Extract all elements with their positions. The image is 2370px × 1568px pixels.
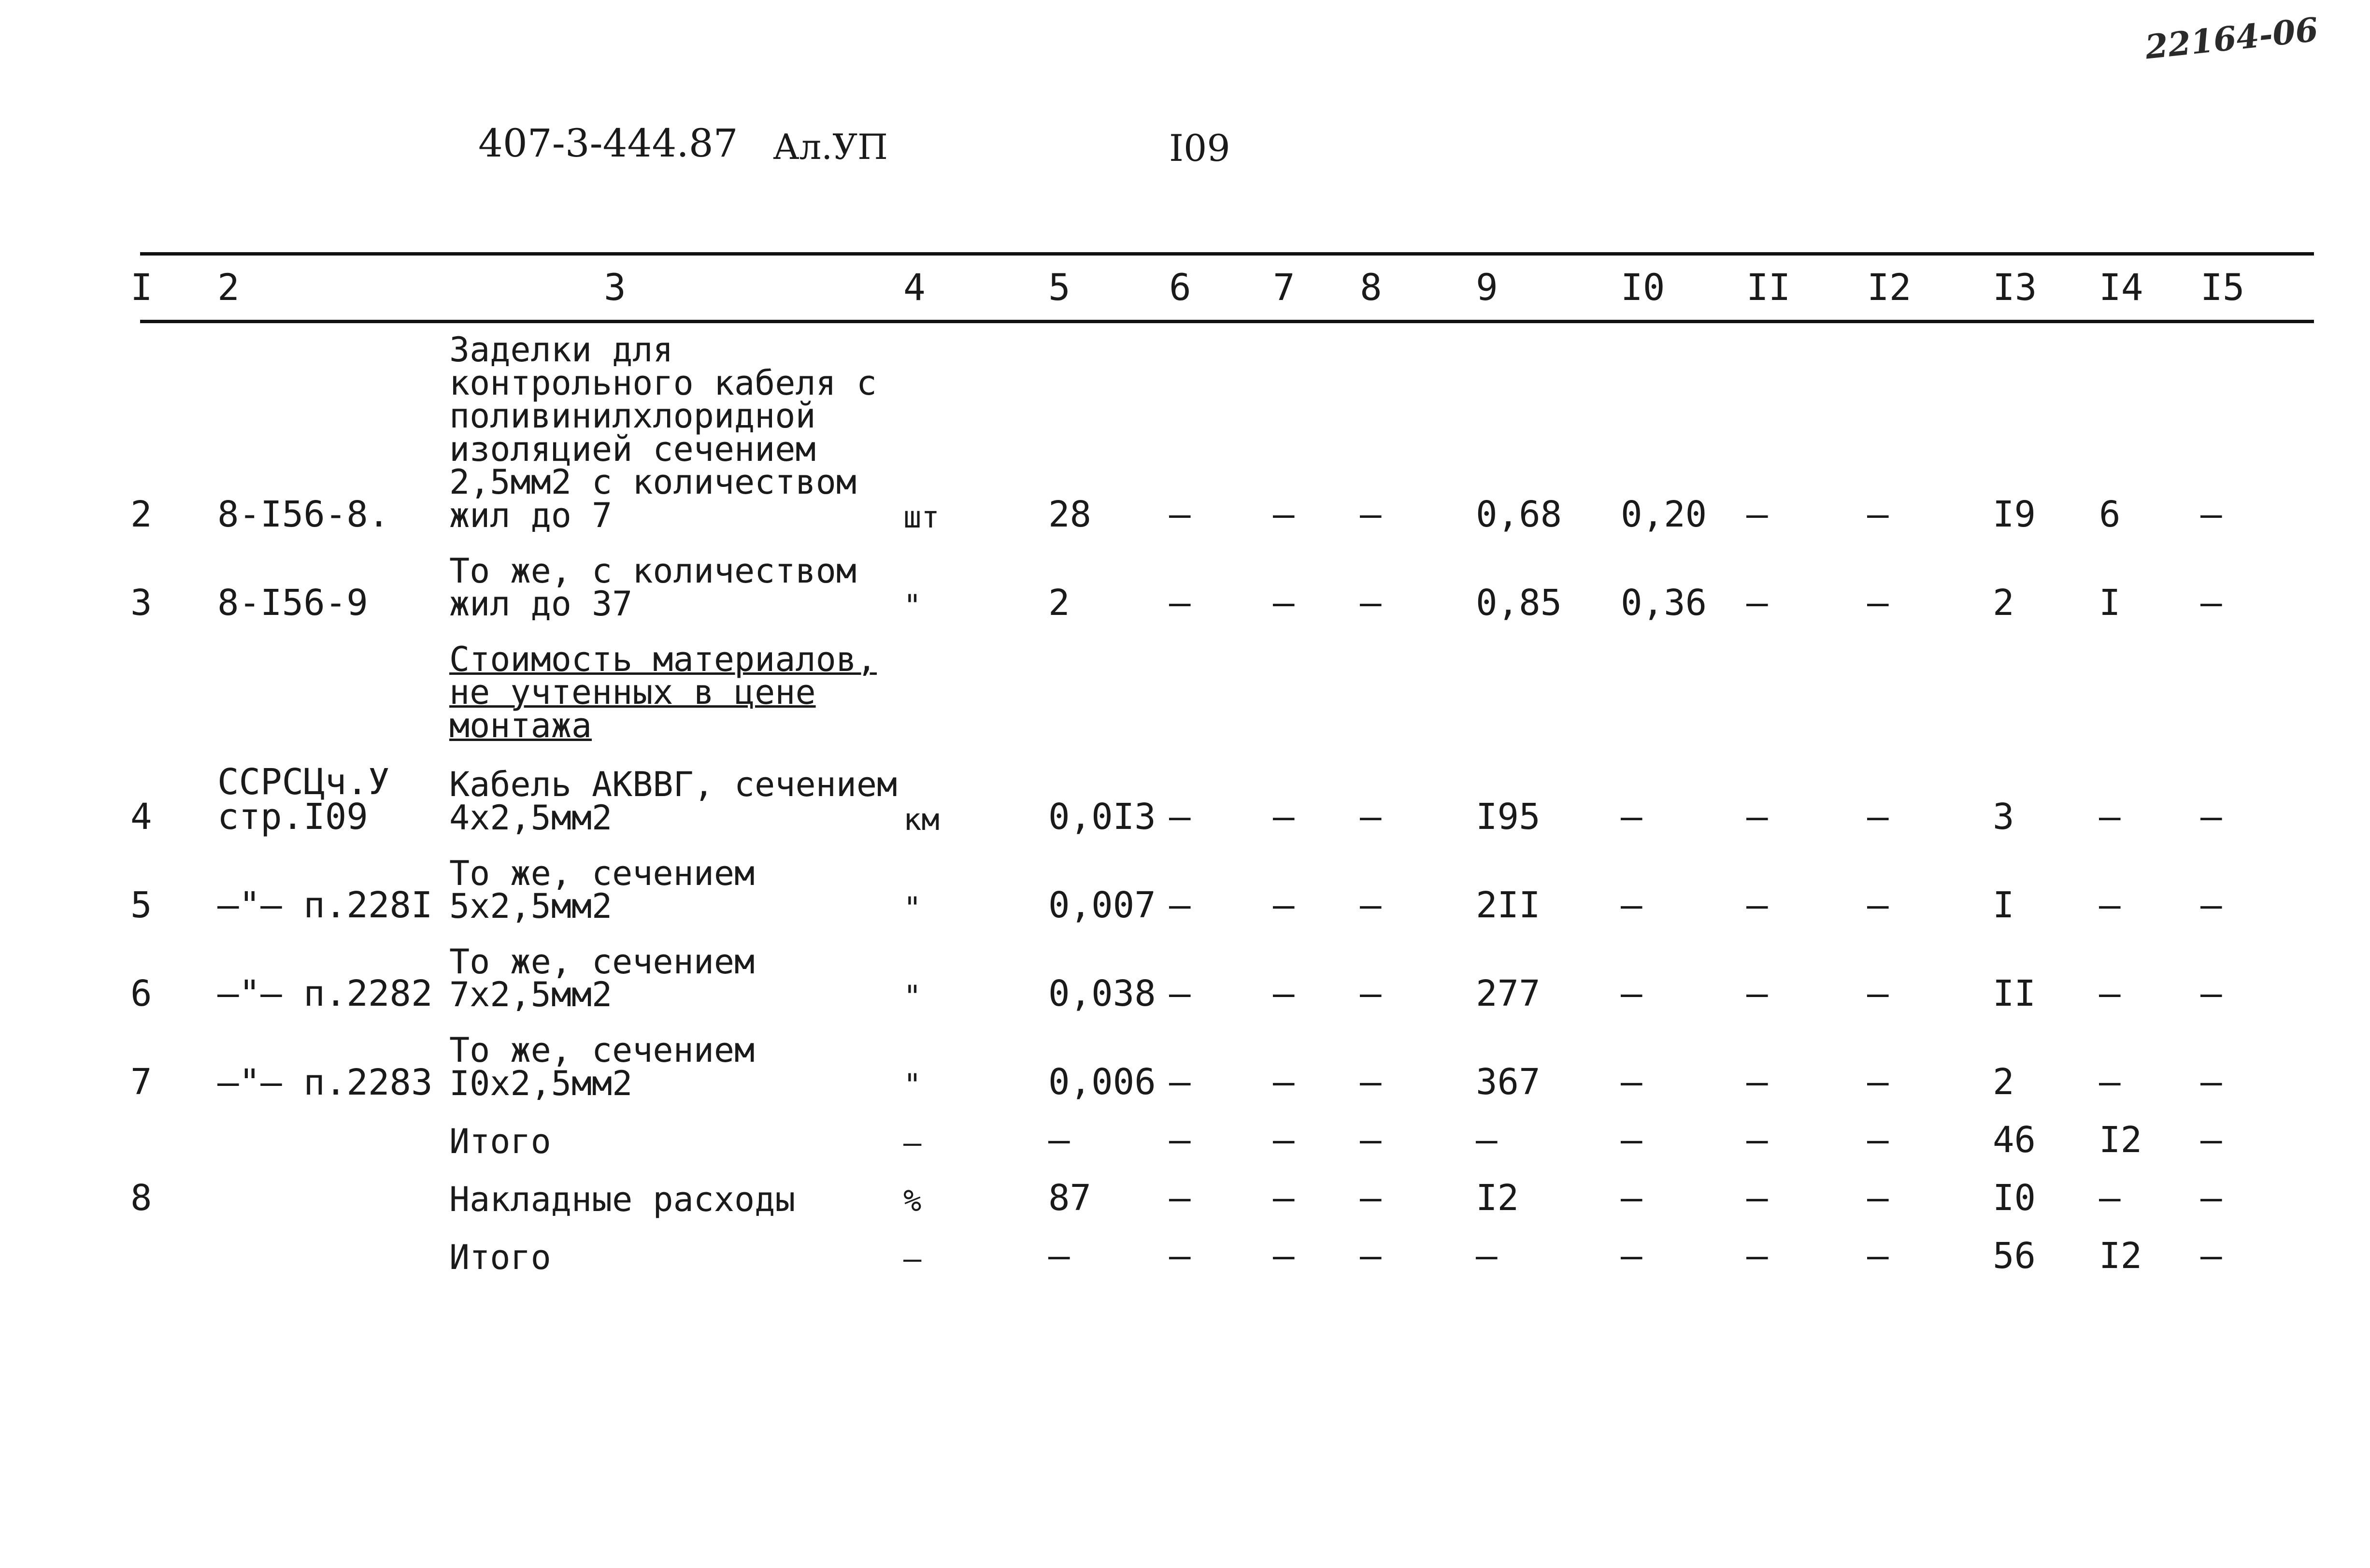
col-7: –: [1273, 1235, 1295, 1277]
column-number-3: 3: [604, 266, 626, 309]
description: Накладные расходы: [449, 1179, 796, 1219]
col-8: –: [1360, 1177, 1382, 1219]
col-15: –: [2200, 1119, 2222, 1161]
col-8: –: [1360, 493, 1382, 535]
col-10: [1621, 624, 1746, 745]
description: Стоимость материалов, не учтенных в цене монтажа: [449, 639, 877, 745]
table-row: [130, 535, 2273, 624]
row-number: 2: [130, 493, 152, 535]
total-cost: I0: [1993, 1177, 2036, 1219]
col-12: –: [1867, 1235, 1889, 1277]
quantity: 28: [1048, 493, 1092, 535]
col-7: –: [1273, 493, 1295, 535]
quantity: [1048, 624, 1169, 745]
table-row: [130, 926, 2273, 1014]
col-8: –: [1360, 1119, 1382, 1161]
col-10: 0,36: [1621, 582, 1707, 624]
col-11: –: [1746, 493, 1768, 535]
col-11: –: [1746, 1119, 1768, 1161]
column-number-11: II: [1746, 266, 1791, 309]
unit: [903, 624, 1048, 745]
table-row: [130, 745, 2273, 838]
column-number-5: 5: [1048, 266, 1071, 309]
col-12: –: [1867, 796, 1889, 838]
col-11: –: [1746, 972, 1768, 1014]
norm-code: –"– п.2282: [217, 973, 433, 1014]
column-number-6: 6: [1169, 266, 1191, 309]
col-15: –: [2200, 582, 2222, 624]
table-row: [130, 1103, 2273, 1161]
col-6: –: [1169, 1119, 1191, 1161]
total-cost: I: [1993, 884, 2014, 926]
col-7: –: [1273, 796, 1295, 838]
handwritten-number: 22164-06: [2143, 10, 2320, 67]
col-8: [1360, 624, 1476, 745]
col-14: –: [2099, 1177, 2121, 1219]
total-cost: 2: [1993, 582, 2014, 624]
col-14: I: [2099, 582, 2121, 624]
col-6: –: [1169, 884, 1191, 926]
description: Заделки для контрольного кабеля с поливинилхлоридной изоляцией сечением 2,5мм2 с количеством жил до 7: [449, 330, 877, 535]
description: То же, с количеством жил до 37: [449, 551, 857, 624]
col-11: [1746, 624, 1867, 745]
col-7: –: [1273, 582, 1295, 624]
unit-cost: –: [1476, 1235, 1498, 1277]
table-row: [130, 1014, 2273, 1103]
col-8: –: [1360, 796, 1382, 838]
description: Итого: [449, 1121, 551, 1161]
col-15: –: [2200, 1235, 2222, 1277]
col-8: –: [1360, 1061, 1382, 1103]
unit-cost: 367: [1476, 1061, 1541, 1103]
col-11: –: [1746, 884, 1768, 926]
col-14: –: [2099, 1061, 2121, 1103]
col-12: [1867, 624, 1993, 745]
unit-cost: 2II: [1476, 884, 1541, 926]
col-6: –: [1169, 1061, 1191, 1103]
col-7: –: [1273, 1061, 1295, 1103]
unit: %: [903, 1183, 922, 1219]
column-number-8: 8: [1360, 266, 1382, 309]
page-number: I09: [1169, 127, 1230, 170]
col-8: –: [1360, 884, 1382, 926]
col-7: –: [1273, 972, 1295, 1014]
col-14: 6: [2099, 493, 2121, 535]
col-6: –: [1169, 972, 1191, 1014]
norm-code: 8-I56-9: [217, 582, 368, 624]
col-11: –: [1746, 1061, 1768, 1103]
col-11: –: [1746, 1177, 1768, 1219]
col-11: –: [1746, 1235, 1768, 1277]
table-row: [130, 1219, 2273, 1277]
row-number: 4: [130, 796, 152, 838]
col-6: –: [1169, 582, 1191, 624]
norm-code: [217, 1161, 449, 1219]
description: Кабель АКВВГ, сечением 4х2,5мм2: [449, 765, 898, 838]
norm-code: –"– п.228I: [217, 884, 433, 926]
estimate-table: [130, 261, 2273, 1277]
unit-cost: I95: [1476, 796, 1541, 838]
total-cost: 2: [1993, 1061, 2014, 1103]
column-number-15: I5: [2200, 266, 2245, 309]
norm-code: ССРСЦч.У стр.I09: [217, 761, 390, 838]
col-11: –: [1746, 796, 1768, 838]
col-14: [2099, 624, 2200, 745]
col-14: –: [2099, 796, 2121, 838]
col-12: –: [1867, 1119, 1889, 1161]
doc-code: 407-3-444.87: [478, 121, 738, 166]
col-15: –: [2200, 1061, 2222, 1103]
norm-code: 8-I56-8.: [217, 494, 390, 535]
col-15: –: [2200, 796, 2222, 838]
column-number-9: 9: [1476, 266, 1498, 309]
unit-cost: 277: [1476, 972, 1541, 1014]
col-10: –: [1621, 1235, 1642, 1277]
unit-cost: –: [1476, 1119, 1498, 1161]
quantity: –: [1048, 1235, 1070, 1277]
col-10: –: [1621, 1177, 1642, 1219]
col-7: –: [1273, 1177, 1295, 1219]
table-row: [130, 314, 2273, 535]
table-row: [130, 624, 2273, 745]
total-cost: 3: [1993, 796, 2014, 838]
total-cost: [1993, 624, 2099, 745]
col-8: –: [1360, 582, 1382, 624]
column-number-2: 2: [217, 266, 240, 309]
quantity: 87: [1048, 1177, 1092, 1219]
col-10: –: [1621, 884, 1642, 926]
row-number: [130, 1103, 217, 1161]
norm-code: [217, 1103, 449, 1161]
column-number-7: 7: [1273, 266, 1295, 309]
col-8: –: [1360, 1235, 1382, 1277]
norm-code: –"– п.2283: [217, 1061, 433, 1103]
col-12: –: [1867, 493, 1889, 535]
unit-cost: [1476, 624, 1621, 745]
row-number: [130, 624, 217, 745]
unit: ": [903, 1067, 922, 1103]
col-14: –: [2099, 884, 2121, 926]
col-6: –: [1169, 796, 1191, 838]
unit: км: [903, 801, 940, 837]
row-number: [130, 1219, 217, 1277]
table-top-rule: [140, 252, 2314, 256]
column-number-13: I3: [1993, 266, 2037, 309]
col-6: –: [1169, 1177, 1191, 1219]
quantity: –: [1048, 1119, 1070, 1161]
row-number: 3: [130, 582, 152, 624]
col-10: –: [1621, 1119, 1642, 1161]
col-10: –: [1621, 972, 1642, 1014]
col-7: –: [1273, 1119, 1295, 1161]
total-cost: 56: [1993, 1235, 2036, 1277]
column-number-row: [130, 261, 2273, 314]
column-number-14: I4: [2099, 266, 2143, 309]
column-number-12: I2: [1867, 266, 1912, 309]
description: Итого: [449, 1237, 551, 1277]
col-15: –: [2200, 1177, 2222, 1219]
column-number-4: 4: [903, 266, 926, 309]
col-7: [1273, 624, 1360, 745]
column-number-10: I0: [1621, 266, 1665, 309]
col-14: I2: [2099, 1235, 2142, 1277]
unit: ": [903, 978, 922, 1014]
description: То же, сечением I0х2,5мм2: [449, 1030, 755, 1103]
row-number: 7: [130, 1061, 152, 1103]
col-6: [1169, 624, 1273, 745]
col-6: –: [1169, 1235, 1191, 1277]
col-11: –: [1746, 582, 1768, 624]
norm-code: [217, 624, 449, 745]
unit: шт: [903, 499, 940, 535]
quantity: 0,0I3: [1048, 796, 1156, 838]
col-8: –: [1360, 972, 1382, 1014]
col-10: –: [1621, 796, 1642, 838]
col-14: I2: [2099, 1119, 2142, 1161]
col-12: –: [1867, 972, 1889, 1014]
unit: ": [903, 587, 922, 623]
col-12: –: [1867, 884, 1889, 926]
col-15: –: [2200, 884, 2222, 926]
quantity: 0,038: [1048, 972, 1156, 1014]
unit: –: [903, 1241, 922, 1277]
unit-cost: 0,85: [1476, 582, 1562, 624]
total-cost: II: [1993, 972, 2036, 1014]
row-number: 8: [130, 1177, 152, 1219]
col-12: –: [1867, 582, 1889, 624]
row-number: 6: [130, 972, 152, 1014]
column-number-1: I: [130, 266, 153, 309]
col-15: [2200, 624, 2273, 745]
col-10: 0,20: [1621, 493, 1707, 535]
quantity: 0,006: [1048, 1061, 1156, 1103]
unit: ": [903, 890, 922, 926]
col-14: –: [2099, 972, 2121, 1014]
unit-cost: 0,68: [1476, 493, 1562, 535]
col-7: –: [1273, 884, 1295, 926]
sheet-label: Ал.УП: [773, 127, 888, 167]
table-row: [130, 1161, 2273, 1219]
row-number: 5: [130, 884, 152, 926]
total-cost: I9: [1993, 493, 2036, 535]
col-10: –: [1621, 1061, 1642, 1103]
col-15: –: [2200, 972, 2222, 1014]
unit-cost: I2: [1476, 1177, 1519, 1219]
norm-code: [217, 1219, 449, 1277]
description: То же, сечением 5х2,5мм2: [449, 853, 755, 926]
unit: –: [903, 1125, 922, 1161]
table-row: [130, 838, 2273, 926]
col-6: –: [1169, 493, 1191, 535]
col-12: –: [1867, 1177, 1889, 1219]
quantity: 2: [1048, 582, 1070, 624]
total-cost: 46: [1993, 1119, 2036, 1161]
col-15: –: [2200, 493, 2222, 535]
col-12: –: [1867, 1061, 1889, 1103]
description: То же, сечением 7х2,5мм2: [449, 941, 755, 1014]
quantity: 0,007: [1048, 884, 1156, 926]
